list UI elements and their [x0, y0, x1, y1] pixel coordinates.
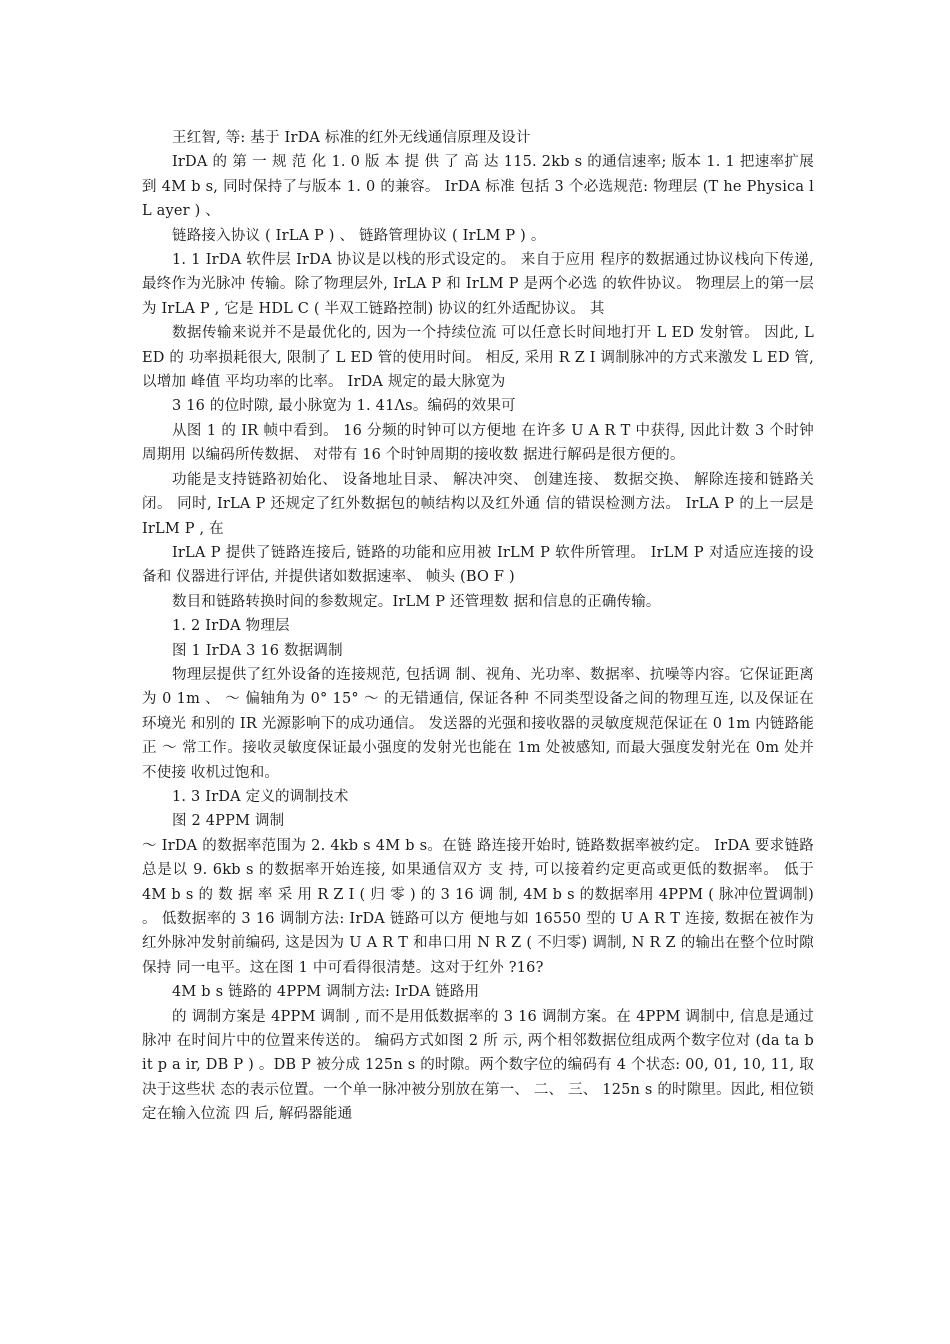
- document-page: [142, 126, 814, 1127]
- section-heading: 1. 2 IrDA 物理层: [172, 618, 290, 635]
- paragraph: ～ IrDA 的数据率范围为 2. 4kb s 4M b s。在链 路连接开始时, 链路数据率被约定。 IrDA 要求链路 总是以 9. 6kb s 的数据率开始连接, 如果通信双方 支 持, 可以接着约定更高或更低的数据率。 低于 4M b s 的 数 据 率 采 用 R Z I ( 归 零 ) 的 3 16 调 制, 4M b s 的数据率用 4PPM ( 脉冲位置调制) 。 低数据率的 3 16 调制方法: IrDA 链路可以方 便地与如 16550 型的 U A R T 连接, 数据在被作为 红外脉冲发射前编码, 这是因为 U A R T 和串口用 N R Z ( 不归零) 调制, N R Z 的输出在整个位时隙保持 同一电平。这在图 1 中可看得很清楚。这对于红外 ?16?: [142, 837, 814, 976]
- paragraph: IrLA P 提供了链路连接后, 链路的功能和应用被 IrLM P 软件所管理。 IrLM P 对适应连接的设备和 仪器进行评估, 并提供诸如数据速率、 帧头 (BO F ): [142, 544, 814, 586]
- paragraph: 从图 1 的 IR 帧中看到。 16 分频的时钟可以方便地 在许多 U A R T 中获得, 因此计数 3 个时钟周期用 以编码所传数据、 对带有 16 个时钟周期的接收数 据进行解码是很方便的。: [142, 422, 814, 464]
- section-paragraph: 1. 1 IrDA 软件层 IrDA 协议是以栈的形式设定的。 来自于应用 程序的数据通过协议栈向下传递, 最终作为光脉冲 传输。除了物理层外, IrLA P 和 IrLM P 是两个必选 的软件协议。 物理层上的第一层为 IrLA P , 它是 HDL C ( 半双工链路控制) 协议的红外适配协议。 其: [142, 252, 814, 317]
- figure-caption: 图 1 IrDA 3 16 数据调制: [172, 642, 343, 659]
- paragraph: 4M b s 链路的 4PPM 调制方法: IrDA 链路用: [172, 984, 480, 1001]
- paragraph: 数据传输来说并不是最优化的, 因为一个持续位流 可以任意长时间地打开 L ED 发射管。 因此, L ED 的 功率损耗很大, 限制了 L ED 管的使用时间。 相反, 采用 R Z I 调制脉冲的方式来激发 L ED 管, 以增加 峰值 平均功率的比率。 IrDA 规定的最大脉宽为: [142, 325, 814, 391]
- section-heading: 1. 3 IrDA 定义的调制技术: [172, 788, 349, 805]
- paragraph: 链路接入协议 ( IrLA P ) 、 链路管理协议 ( IrLM P ) 。: [172, 227, 546, 244]
- figure-caption: 图 2 4PPM 调制: [172, 813, 285, 830]
- paragraph: 3 16 的位时隙, 最小脉宽为 1. 41Λs。编码的效果可: [172, 398, 516, 415]
- paragraph: 功能是支持链路初始化、 设备地址目录、 解决冲突、 创建连接、 数据交换、 解除连接和链路关闭。 同时, IrLA P 还规定了红外数据包的帧结构以及红外通 信的错误检测方法。 IrLA P 的上一层是 IrLM P , 在: [142, 471, 814, 537]
- paragraph: 数目和链路转换时间的参数规定。IrLM P 还管理数 据和信息的正确传输。: [172, 593, 661, 610]
- paragraph: IrDA 的 第 一 规 范 化 1. 0 版 本 提 供 了 高 达 115. 2kb s 的通信速率; 版本 1. 1 把速率扩展到 4M b s, 同时保持了与版本 1. 0 的兼容。 IrDA 标准 包括 3 个必选规范: 物理层 (T he Physica l L ayer ) 、: [142, 154, 814, 220]
- paragraph: 的 调制方案是 4PPM 调制 , 而不是用低数据率的 3 16 调制方案。在 4PPM 调制中, 信息是通过脉冲 在时间片中的位置来传送的。 编码方式如图 2 所 示, 两个相邻数据位组成两个数字位对 (da ta b it p a ir, DB P ) 。DB P 被分成 125n s 的时隙。两个数字位的编码有 4 个状态: 00, 01, 10, 11, 取决于这些状 态的表示位置。一个单一脉冲被分别放在第一、 二、 三、 125n s 的时隙里。因此, 相位锁定在输入位流 四 后, 解码器能通: [142, 1008, 814, 1123]
- paragraph: 物理层提供了红外设备的连接规范, 包括调 制、视角、光功率、数据率、抗噪等内容。它保证距离 为 0 1m 、 ～ 偏轴角为 0° 15° ～ 的无错通信, 保证各种 不同类型设备之间的物理互连, 以及保证在环境光 和别的 IR 光源影响下的成功通信。 发送器的光强和接收器的灵敏度规范保证在 0 1m 内链路能正 ～ 常工作。接收灵敏度保证最小强度的发射光也能在 1m 处被感知, 而最大强度发射光在 0m 处并不使接 收机过饱和。: [142, 666, 814, 781]
- header-line: 王红智, 等: 基于 IrDA 标准的红外无线通信原理及设计: [172, 130, 531, 146]
